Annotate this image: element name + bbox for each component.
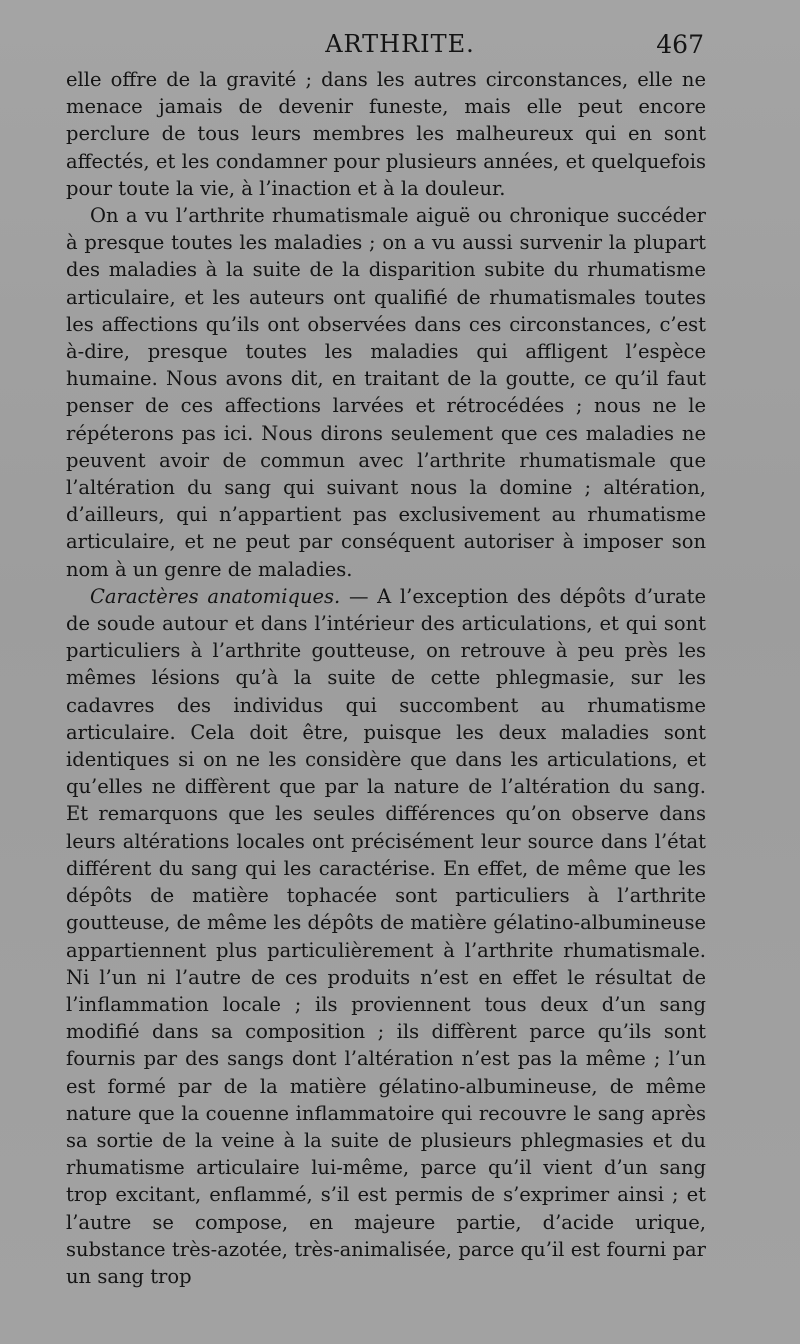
running-title: ARTHRITE. — [325, 30, 475, 58]
page-header — [0, 30, 800, 70]
body-text — [66, 66, 706, 1290]
paragraph-body: — A l’exception des dépôts d’urate de soude autour et dans l’intérieur des articulations, et qui sont particuliers à l’arthrite goutteuse, on retrouve à peu près les mêmes lésions qu’à la suite de cette phlegmasie, sur les cadavres des individus qui succombent au rhumatisme articulaire. Cela doit être, puisque les deux maladies sont identiques si on ne les considère que dans les articulations, et qu’elles ne diffèrent que par la nature de l’altération du sang. Et remarquons que les seules différences qu’on observe dans leurs altérations locales ont précisément leur source dans l’état différent du sang qui les caractérise. En effet, de même que les dépôts de matière tophacée sont particuliers à l’arthrite goutteuse, de même les dépôts de matière gélatino-albumineuse appartiennent plus particulièrement à l’arthrite rhumatismale. Ni l’un ni l’autre de ces produits n’est en effet le résultat de l’inflammation locale ; ils proviennent tous deux d’un sang modifié dans sa composition ; ils diffèrent parce qu’ils sont fournis par des sangs dont l’altération n’est pas la même ; l’un est formé par de la matière gélatino-albumineuse, de même nature que la couenne inflammatoire qui recouvre le sang après sa sortie de la veine à la suite de plusieurs phlegmasies et du rhumatisme articulaire lui-même, parce qu’il vient d’un sang trop excitant, enflammé, s’il est permis de s’exprimer ainsi ; et l’autre se compose, en majeure partie, d’acide urique, substance très-azotée, très-animalisée, parce qu’il est fourni par un sang trop — [66, 584, 706, 1288]
section-lead-heading: Caractères anatomiques. — [90, 584, 341, 608]
paragraph-continuation: elle offre de la gravité ; dans les autres circonstances, elle ne menace jamais de devenir funeste, mais elle peut encore perclure de tous leurs membres les malheureux qui en sont affectés, et les condamner pour plusieurs années, et quelquefois pour toute la vie, à l’inaction et à la douleur. — [66, 68, 706, 200]
paragraph-rhumatismale: On a vu l’arthrite rhumatismale aiguë ou chronique succéder à presque toutes les maladies ; on a vu aussi survenir la plupart des maladies à la suite de la disparition subite du rhumatisme articulaire, et les auteurs ont qualifié de rhumatismales toutes les affections qu’ils ont observées dans ces circonstances, c’est à-dire, presque toutes les maladies qui affligent l’espèce humaine. Nous avons dit, en traitant de la goutte, ce qu’il faut penser de ces affections larvées et rétrocédées ; nous ne le répéterons pas ici. Nous dirons seulement que ces maladies ne peuvent avoir de commun avec l’arthrite rhumatismale que l’altération du sang qui suivant nous la domine ; altération, d’ailleurs, qui n’appartient pas exclusivement au rhumatisme articulaire, et ne peut par conséquent autoriser à imposer son nom à un genre de maladies. — [66, 204, 706, 581]
page-number: 467 — [656, 30, 704, 59]
paragraph-caracteres-anatomiques — [66, 583, 706, 1290]
